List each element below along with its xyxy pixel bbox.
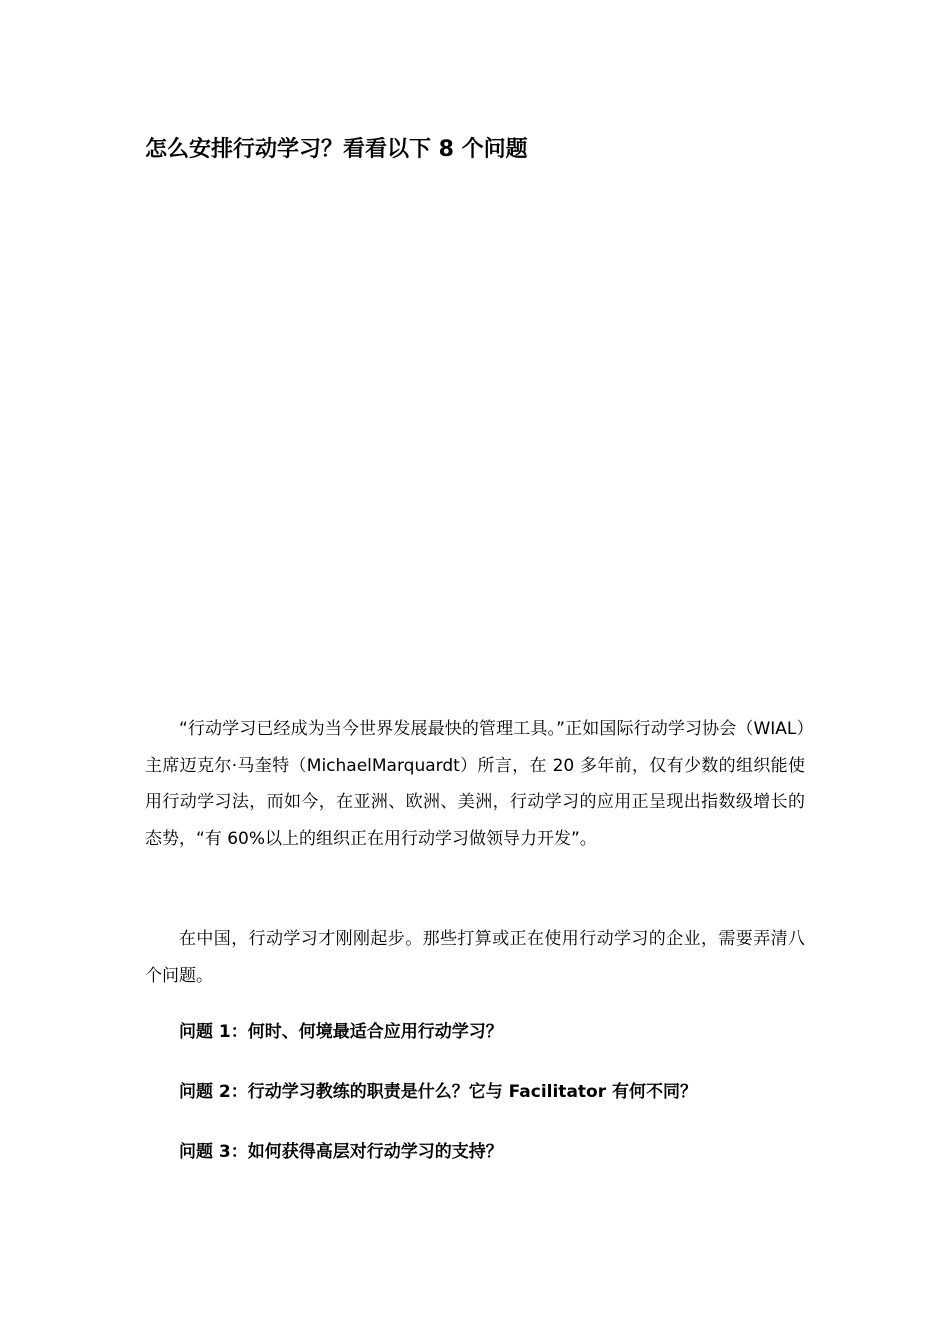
china-paragraph: 在中国，行动学习才刚刚起步。那些打算或正在使用行动学习的企业，需要弄清八个问题。 (145, 929, 805, 986)
question-1-heading: 问题 1：何时、何境最适合应用行动学习？ (179, 1022, 503, 1042)
intro-paragraph: “行动学习已经成为当今世界发展最快的管理工具。”正如国际行动学习协会（WIAL）主席迈克尔·马奎特（MichaelMarquardt）所言，在 20 多年前，仅有少数的组织能使用行动学习法，而如今，在亚洲、欧洲、美洲，行动学习的应用正呈现出指数级增长的态势，“有 60%以上的组织正在用行动学习做领导力开发”。 (145, 719, 805, 849)
document-title: 怎么安排行动学习？看看以下 8 个问题 (145, 137, 528, 162)
question-3-heading: 问题 3：如何获得高层对行动学习的支持？ (179, 1142, 503, 1162)
question-2-heading: 问题 2：行动学习教练的职责是什么？它与 Facilitator 有何不同？ (179, 1082, 698, 1102)
